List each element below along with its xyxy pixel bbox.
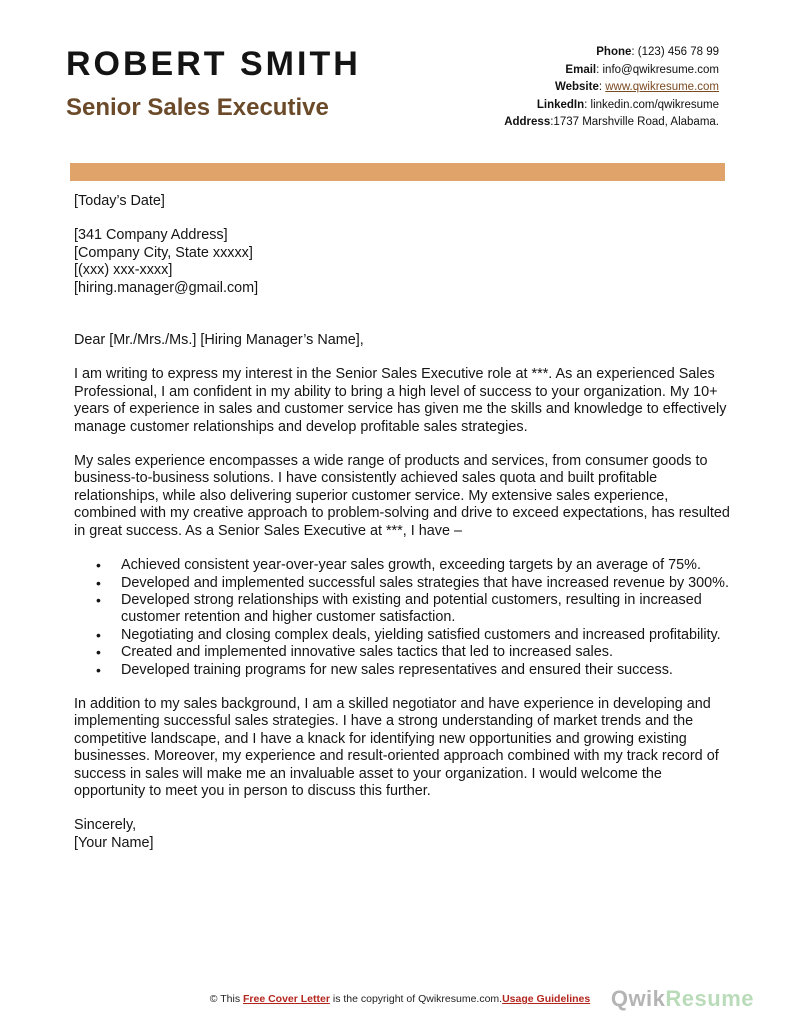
email-label: Email	[565, 63, 597, 76]
phone-value: : (123) 456 78 99	[631, 46, 719, 58]
free-cover-letter-link[interactable]: Free Cover Letter	[242, 993, 330, 1005]
logo-resume: Resume	[665, 986, 754, 1011]
footer-prefix: © This	[209, 993, 243, 1005]
paragraph-closing: In addition to my sales background, I am a skilled negotiator and have experience in developing and implementing successful sales strategies. I have a strong understanding of market trends and the competitive landscape, and I have a knack for identifying new opportunities and growing existing businesses. Moreover, my experience and result-oriented approach combined with my track record of success in sales will make me an invaluable asset to your organization. I would welcome the opportunity to meet you in person to discuss this further.	[74, 695, 719, 799]
qwikresume-logo	[611, 986, 754, 1012]
recipient-address-line: [(xxx) xxx-xxxx]	[74, 262, 173, 279]
logo-qwik: Qwik	[610, 986, 666, 1011]
website-label: Website	[554, 81, 599, 94]
address-value: :1737 Marshville Road, Alabama.	[550, 116, 719, 129]
recipient-address-line: [hiring.manager@gmail.com]	[74, 279, 259, 296]
footer-middle: is the copyright of Qwikresume.com.	[329, 993, 503, 1005]
recipient-address-line: [341 Company Address]	[74, 227, 228, 244]
contact-block	[504, 44, 719, 132]
phone-label: Phone	[596, 46, 632, 58]
job-title: Senior Sales Executive	[66, 94, 329, 121]
closing: Sincerely,	[74, 817, 137, 834]
paragraph-experience: My sales experience encompasses a wide range of products and services, from consumer goods to business-to-business solutions. I have consistently achieved sales quota and built profitable relationships, while also delivering superior customer service. My extensive sales experience, combined with my creative approach to problem-solving and drive to exceed expectations, has resulted in great success. As a Senior Sales Executive at ***, I have –	[74, 453, 730, 539]
letter-body	[74, 193, 734, 852]
address-label: Address	[504, 116, 551, 129]
recipient-address-line: [Company City, State xxxxx]	[74, 244, 253, 261]
list-item: • Developed strong relationships with existing and potential customers, resulting in increased customer retention and higher customer satisfaction.	[121, 592, 734, 627]
applicant-name: ROBERT SMITH	[66, 45, 361, 83]
letter-date: [Today’s Date]	[74, 193, 165, 209]
list-item: • Developed and implemented successful sales strategies that have increased revenue by 300%.	[121, 575, 734, 592]
usage-guidelines-link[interactable]: Usage Guidelines	[502, 993, 591, 1005]
contact-address	[504, 114, 719, 132]
achievements-list	[74, 557, 734, 679]
contact-linkedin	[504, 97, 719, 115]
contact-website	[504, 79, 719, 97]
list-item: • Developed training programs for new sales representatives and ensured their success.	[121, 662, 734, 679]
linkedin-value: : linkedin.com/qwikresume	[584, 98, 719, 111]
paragraph-intro: I am writing to express my interest in the Senior Sales Executive role at ***. As an experienced Sales Professional, I am confident in my ability to bring a high level of success to your organization. My 10+ years of experience in sales and customer service has given me the skills and knowledge to effectively manage customer relationships and develop profitable sales strategies.	[74, 366, 727, 435]
signature: [Your Name]	[74, 834, 154, 851]
contact-email	[504, 62, 719, 80]
email-value: : info@qwikresume.com	[596, 63, 719, 76]
linkedin-label: LinkedIn	[536, 98, 585, 111]
accent-divider	[70, 163, 725, 181]
contact-phone	[504, 44, 719, 62]
list-item: • Negotiating and closing complex deals, yielding satisfied customers and increased profitability.	[121, 627, 734, 644]
website-link[interactable]: www.qwikresume.com	[605, 81, 719, 94]
list-item: • Achieved consistent year-over-year sales growth, exceeding targets by an average of 75%.	[121, 557, 734, 574]
website-separator: :	[598, 81, 606, 94]
list-item: • Created and implemented innovative sales tactics that led to increased sales.	[121, 644, 734, 661]
salutation: Dear [Mr./Mrs./Ms.] [Hiring Manager’s Name],	[74, 332, 364, 349]
